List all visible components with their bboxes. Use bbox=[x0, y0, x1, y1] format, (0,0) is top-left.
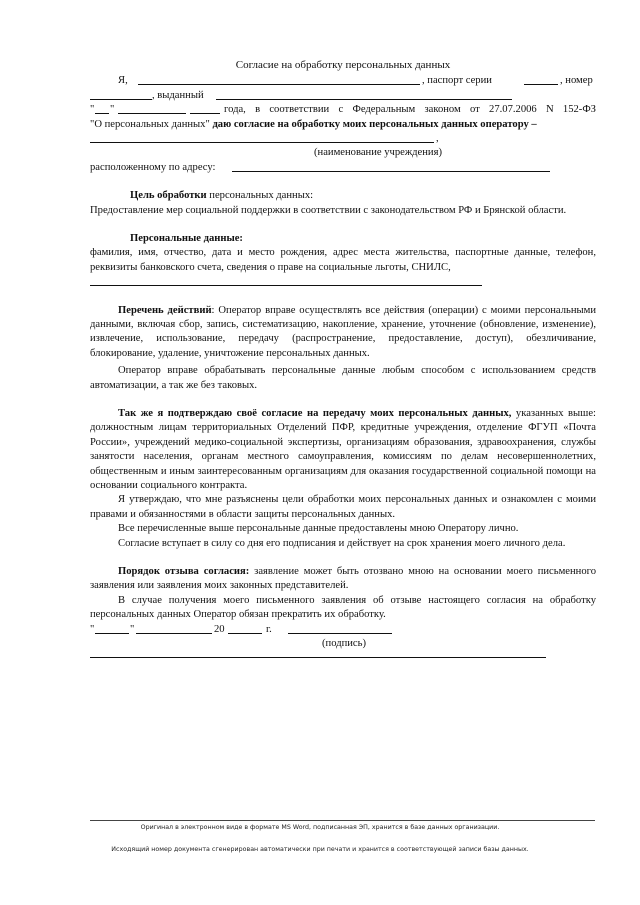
address-label: расположенному по адресу: bbox=[90, 161, 216, 173]
issued-by-field[interactable] bbox=[216, 89, 512, 100]
footer-note-number: Исходящий номер документа сгенерирован автоматически при печати и хранится в соответствующей записи базы данных. bbox=[111, 846, 529, 853]
revoke-text: заявление может быть отозвано мною на основании моего письменного заявления или заявления моих законных представителей. bbox=[90, 566, 596, 592]
issue-year-field[interactable] bbox=[190, 103, 220, 114]
date-quote-close: " bbox=[110, 104, 115, 116]
actions-paragraph-2: Оператор вправе обрабатывать персональные данные любым способом с использованием средств автоматизации, а так же без таковых. bbox=[90, 365, 596, 391]
name-passport-line bbox=[90, 74, 596, 88]
signing-date-line bbox=[90, 623, 596, 637]
transfer-paragraph bbox=[90, 407, 596, 493]
personal-data-extra bbox=[90, 275, 596, 289]
issued-line bbox=[90, 89, 596, 103]
sign-quote-open: " bbox=[90, 623, 95, 635]
issue-month-field[interactable] bbox=[118, 103, 186, 114]
consent-document bbox=[90, 58, 596, 658]
consent-statement: даю согласие на обработку моих персональных данных оператору – bbox=[212, 118, 537, 130]
sign-year-field[interactable] bbox=[228, 623, 262, 634]
actions-paragraph bbox=[90, 304, 596, 362]
address-field[interactable] bbox=[232, 161, 550, 172]
transfer-text: указанных выше: должностным лицам территориальных Отделений ПФР, кредитные учреждения, отделение ФГУП «Почта России», учреждений медико-социальной экспертизы, организациям образования, здравоохранения, службы занятости населения, органам местного самоуправления, комиссиям по делам несовершеннолетних, общественным и иным заинтересованным организациям для оказания государственной социальной помощи на основании социального контракта. bbox=[90, 407, 596, 491]
document-title: Согласие на обработку персональных данных bbox=[235, 59, 451, 71]
footer-note-original: Оригинал в электронном виде в формате MS Word, подписанная ЭП, хранится в базе данных организации. bbox=[140, 824, 500, 831]
law-title: "О персональных данных" bbox=[90, 118, 210, 130]
personally-provided-paragraph: Все перечисленные выше персональные данные предоставлены мною Оператору лично. bbox=[118, 523, 519, 535]
sign-quote-close: " bbox=[130, 623, 135, 635]
personal-data-text: фамилия, имя, отчество, дата и место рождения, адрес места жительства, паспортные данные, телефон, реквизиты банковского счета, сведения о праве на социальные льготы, СНИЛС, bbox=[90, 247, 596, 273]
institution-line bbox=[90, 132, 596, 146]
sign-year-suffix: г. bbox=[266, 623, 272, 635]
revoke-paragraph bbox=[90, 565, 596, 594]
actions-heading: Перечень действий bbox=[118, 304, 212, 316]
institution-comma: , bbox=[436, 132, 439, 144]
consent-line bbox=[90, 118, 596, 132]
purpose-heading-bold: Цель обработки bbox=[130, 190, 207, 202]
signature-field[interactable] bbox=[288, 623, 392, 634]
passport-number-field[interactable] bbox=[90, 89, 152, 100]
name-prefix: Я, bbox=[118, 75, 128, 87]
signature-caption: (подпись) bbox=[322, 638, 366, 650]
actions-text: : Оператор вправе осуществлять все действия (операции) с моими персональными данными, включая сбор, запись, систематизацию, накопление, хранение, уточнение (обновление, изменение), извлечение, использование, передачу (распространение, предоставление, доступ), обезличивание, блокирование, удаление, уничтожение персональных данных. bbox=[90, 304, 596, 359]
passport-number-label: , номер bbox=[560, 75, 593, 87]
date-quote-open: " bbox=[90, 104, 95, 116]
institution-caption: (наименование учреждения) bbox=[314, 147, 442, 159]
institution-field[interactable] bbox=[90, 132, 434, 143]
law-reference: года, в соответствии с Федеральным законом от 27.07.2006 N 152-ФЗ bbox=[224, 104, 596, 116]
sign-month-field[interactable] bbox=[136, 623, 212, 634]
transfer-heading: Так же я подтверждаю своё согласие на передачу моих персональных данных, bbox=[118, 407, 512, 419]
purpose-heading-rest: персональных данных: bbox=[206, 190, 314, 202]
revoke-paragraph-2: В случае получения моего письменного заявления об отзыве настоящего согласия на обработку персональных данных Оператор обязан прекратить их обработку. bbox=[90, 594, 596, 621]
effective-date-paragraph: Согласие вступает в силу со дня его подписания и действует на срок хранения моего личного дела. bbox=[118, 537, 566, 549]
signature-decoding-line bbox=[90, 657, 546, 658]
acknowledgement-paragraph: Я утверждаю, что мне разъяснены цели обработки моих персональных данных и ознакомлен с моими правами и обязанностями в области защиты персональных данных. bbox=[90, 494, 596, 520]
issued-label: , выданный bbox=[152, 89, 204, 101]
purpose-heading bbox=[90, 189, 596, 203]
passport-series-field[interactable] bbox=[524, 74, 558, 85]
purpose-text: Предоставление мер социальной поддержки в соответствии с законодательством РФ и Брянской области. bbox=[90, 204, 567, 216]
sign-day-field[interactable] bbox=[95, 623, 129, 634]
personal-data-extra-field[interactable] bbox=[90, 275, 482, 286]
issue-date-line bbox=[90, 103, 596, 117]
sign-year-prefix: 20 bbox=[214, 623, 225, 635]
fullname-field[interactable] bbox=[138, 74, 420, 85]
footer-divider bbox=[90, 820, 595, 821]
personal-data-heading: Персональные данные: bbox=[130, 232, 243, 244]
passport-series-label: , паспорт серии bbox=[422, 75, 492, 87]
address-line bbox=[90, 161, 596, 175]
revoke-heading: Порядок отзыва согласия: bbox=[118, 566, 250, 578]
issue-day-field[interactable] bbox=[95, 103, 109, 114]
